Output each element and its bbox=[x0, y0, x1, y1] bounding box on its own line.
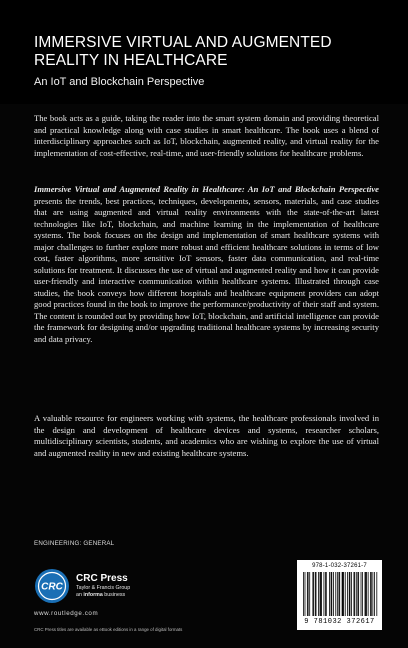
description-paragraph-1: The book acts as a guide, taking the reader into the smart system domain and providing theoretical and practical knowledge along with case studies in smart healthcare. The book uses a blend of interdisciplinary approaches such as IoT, blockchain, augmented reality, and virtual reality for the implementation of cost-effective, real-time, and user-friendly solutions for healthcare problems. bbox=[34, 113, 379, 158]
book-subtitle: An IoT and Blockchain Perspective bbox=[34, 76, 205, 88]
publisher-business-line: an informa business bbox=[76, 592, 126, 598]
isbn-barcode bbox=[297, 560, 382, 630]
barcode-icon bbox=[303, 572, 378, 616]
publisher-block bbox=[76, 573, 130, 598]
logo-text: CRC bbox=[41, 581, 63, 593]
paragraph-2-lead-title: Immersive Virtual and Augmented Reality in Healthcare: An IoT and Blockchain Perspective bbox=[34, 184, 379, 194]
isbn-number: 978-1-032-37261-7 bbox=[312, 563, 367, 569]
cover-header bbox=[0, 0, 408, 104]
paragraph-2-text: presents the trends, best practices, techniques, developments, sensors, materials, and case studies that are using augmented and virtual reality environments with the state-of-the-art latest technologies like IoT, blockchain, and machine learning in the implementation of healthcare systems. The book focuses on the design and implementation of smart healthcare systems with major challenges to further explore more robust and efficient healthcare solutions in terms of low cost, faster algorithms, more sensitive IoT sensors, faster data communication, and real-time solutions for treatment. It discusses the use of virtual and augmented reality and how it can provide user-friendly and interactive communication within healthcare systems. Illustrated through case studies, the book conveys how different hospitals and healthcare equipment providers can adopt good practices found in the book to improve the performance/productivity of their staff and system. The content is rounded out by providing how IoT, blockchain, and artificial intelligence can provide the framework for designing and/or upgrading traditional healthcare systems by increasing security and data privacy. bbox=[34, 195, 379, 344]
subject-category: ENGINEERING: GENERAL bbox=[34, 540, 115, 547]
ebook-footnote: CRC Press titles are available as eBook editions in a range of digital formats bbox=[34, 627, 183, 632]
barcode-digits: 9 781032 372617 bbox=[304, 618, 375, 626]
publisher-name: CRC Press bbox=[76, 573, 128, 584]
publisher-group: Taylor & Francis Group bbox=[76, 585, 131, 591]
book-title: IMMERSIVE VIRTUAL AND AUGMENTED REALITY IN HEALTHCARE bbox=[34, 34, 332, 69]
publisher-url[interactable]: www.routledge.com bbox=[34, 610, 99, 617]
description-paragraph-2 bbox=[34, 184, 379, 345]
description-paragraph-3: A valuable resource for engineers working with systems, the healthcare professionals involved in the design and development of healthcare devices and systems, researcher scholars, multidisciplinary scientists, students, and academics who are wishing to explore the use of virtual and augmented reality in new and existing healthcare systems. bbox=[34, 413, 379, 458]
crc-press-logo-icon bbox=[34, 568, 70, 604]
